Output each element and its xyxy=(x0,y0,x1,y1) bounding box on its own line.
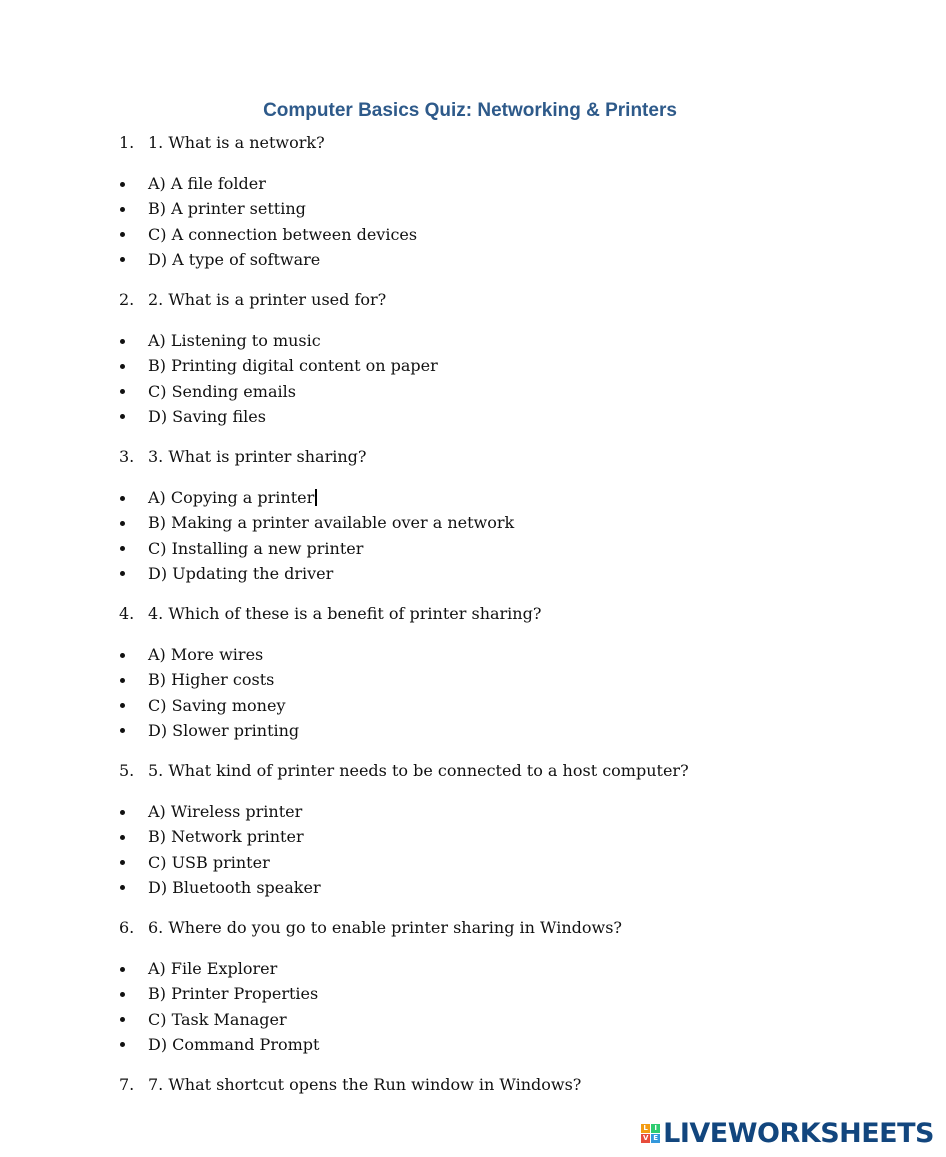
bullet xyxy=(120,339,125,344)
bullet xyxy=(120,257,125,262)
question-3 xyxy=(119,446,366,468)
option-label: B) Printer Properties xyxy=(148,984,319,1004)
option-item[interactable] xyxy=(119,875,321,900)
option-item[interactable] xyxy=(119,222,417,247)
bullet xyxy=(120,521,125,526)
option-label: B) Making a printer available over a network xyxy=(148,513,515,533)
option-label: C) A connection between devices xyxy=(148,224,418,244)
question-number: 1. xyxy=(119,133,135,152)
option-label: A) Wireless printer xyxy=(148,802,303,821)
option-item[interactable] xyxy=(119,667,299,692)
logo-mark-letter: V xyxy=(642,1133,649,1142)
option-item[interactable] xyxy=(119,171,417,196)
option-label: B) Network printer xyxy=(148,827,304,847)
option-label: D) Slower printing xyxy=(148,720,300,740)
question-text: 2. What is a printer used for? xyxy=(148,290,387,309)
option-item[interactable] xyxy=(119,196,417,221)
option-label: A) More wires xyxy=(148,645,264,664)
question-5 xyxy=(119,760,689,782)
option-label: C) Saving money xyxy=(148,695,286,715)
question-text: 7. What shortcut opens the Run window in Windows? xyxy=(148,1075,582,1094)
option-label: C) USB printer xyxy=(148,852,270,872)
options-list-2 xyxy=(119,328,438,429)
bullet xyxy=(120,967,125,972)
logo-text: LIVEWORKSHEETS xyxy=(663,1117,934,1149)
option-label: C) Task Manager xyxy=(148,1009,287,1029)
question-text: 5. What kind of printer needs to be connected to a host computer? xyxy=(148,761,689,780)
option-item[interactable] xyxy=(119,353,438,378)
option-item[interactable] xyxy=(119,510,514,535)
option-label: C) Installing a new printer xyxy=(148,538,364,558)
option-label: D) Bluetooth speaker xyxy=(148,877,321,897)
option-label: B) Higher costs xyxy=(148,670,275,690)
bullet xyxy=(120,182,125,187)
question-number: 5. xyxy=(119,761,135,780)
options-list-1 xyxy=(119,171,417,272)
bullet xyxy=(120,653,125,658)
option-item[interactable] xyxy=(119,693,299,718)
question-7 xyxy=(119,1074,581,1096)
option-label: D) Command Prompt xyxy=(148,1034,320,1054)
option-label: B) A printer setting xyxy=(148,199,306,219)
logo-mark-letter: E xyxy=(651,1134,660,1143)
bullet xyxy=(120,992,125,997)
option-item[interactable] xyxy=(119,850,321,875)
question-4 xyxy=(119,603,541,625)
option-item[interactable] xyxy=(119,1032,319,1057)
text-cursor xyxy=(315,489,317,506)
bullet xyxy=(120,389,125,394)
option-label: D) Updating the driver xyxy=(148,563,334,583)
bullet xyxy=(120,571,125,576)
option-label: B) Printing digital content on paper xyxy=(148,356,438,376)
question-1 xyxy=(119,132,325,154)
option-item[interactable] xyxy=(119,561,514,586)
options-list-3 xyxy=(119,485,514,586)
option-item[interactable] xyxy=(119,379,438,404)
option-item[interactable] xyxy=(119,956,319,981)
option-item[interactable] xyxy=(119,536,514,561)
bullet xyxy=(120,1042,125,1047)
option-item[interactable] xyxy=(119,824,321,849)
question-number: 4. xyxy=(119,604,135,623)
option-label: C) Sending emails xyxy=(148,381,296,401)
option-item[interactable] xyxy=(119,981,319,1006)
question-text: 1. What is a network? xyxy=(148,133,325,152)
question-6 xyxy=(119,917,622,939)
question-number: 3. xyxy=(119,447,135,466)
option-label: A) Listening to music xyxy=(148,331,321,350)
option-label: A) Copying a printer xyxy=(148,488,315,507)
logo-mark-letter: L xyxy=(641,1124,650,1133)
bullet xyxy=(120,885,125,890)
bullet xyxy=(120,728,125,733)
option-item[interactable] xyxy=(119,642,299,667)
options-list-4 xyxy=(119,642,299,743)
options-list-6 xyxy=(119,956,319,1057)
page-title: Computer Basics Quiz: Networking & Printers xyxy=(263,100,677,121)
option-item[interactable] xyxy=(119,799,321,824)
bullet xyxy=(120,860,125,865)
question-text: 6. Where do you go to enable printer sharing in Windows? xyxy=(148,918,622,937)
bullet xyxy=(120,835,125,840)
question-number: 7. xyxy=(119,1075,135,1094)
bullet xyxy=(120,364,125,369)
bullet xyxy=(120,678,125,683)
question-number: 6. xyxy=(119,918,135,937)
option-label: D) Saving files xyxy=(148,406,266,426)
question-text: 3. What is printer sharing? xyxy=(148,447,367,466)
option-label: D) A type of software xyxy=(148,249,321,269)
bullet xyxy=(120,546,125,551)
bullet xyxy=(120,1017,125,1022)
option-item[interactable] xyxy=(119,485,514,510)
option-label: A) File Explorer xyxy=(148,959,278,978)
bullet xyxy=(120,703,125,708)
question-2 xyxy=(119,289,386,311)
bullet xyxy=(120,810,125,815)
option-label: A) A file folder xyxy=(148,174,266,193)
bullet xyxy=(120,414,125,419)
option-item[interactable] xyxy=(119,1007,319,1032)
logo-mark-letter: I xyxy=(651,1124,660,1133)
liveworksheets-logo[interactable] xyxy=(641,1118,934,1148)
live-logo-icon xyxy=(641,1124,660,1143)
option-item[interactable] xyxy=(119,328,438,353)
question-text: 4. Which of these is a benefit of printer sharing? xyxy=(148,604,542,623)
question-number: 2. xyxy=(119,290,135,309)
option-item[interactable] xyxy=(119,247,417,272)
bullet xyxy=(120,232,125,237)
bullet xyxy=(120,496,125,501)
bullet xyxy=(120,207,125,212)
options-list-5 xyxy=(119,799,321,900)
option-item[interactable] xyxy=(119,718,299,743)
option-item[interactable] xyxy=(119,404,438,429)
